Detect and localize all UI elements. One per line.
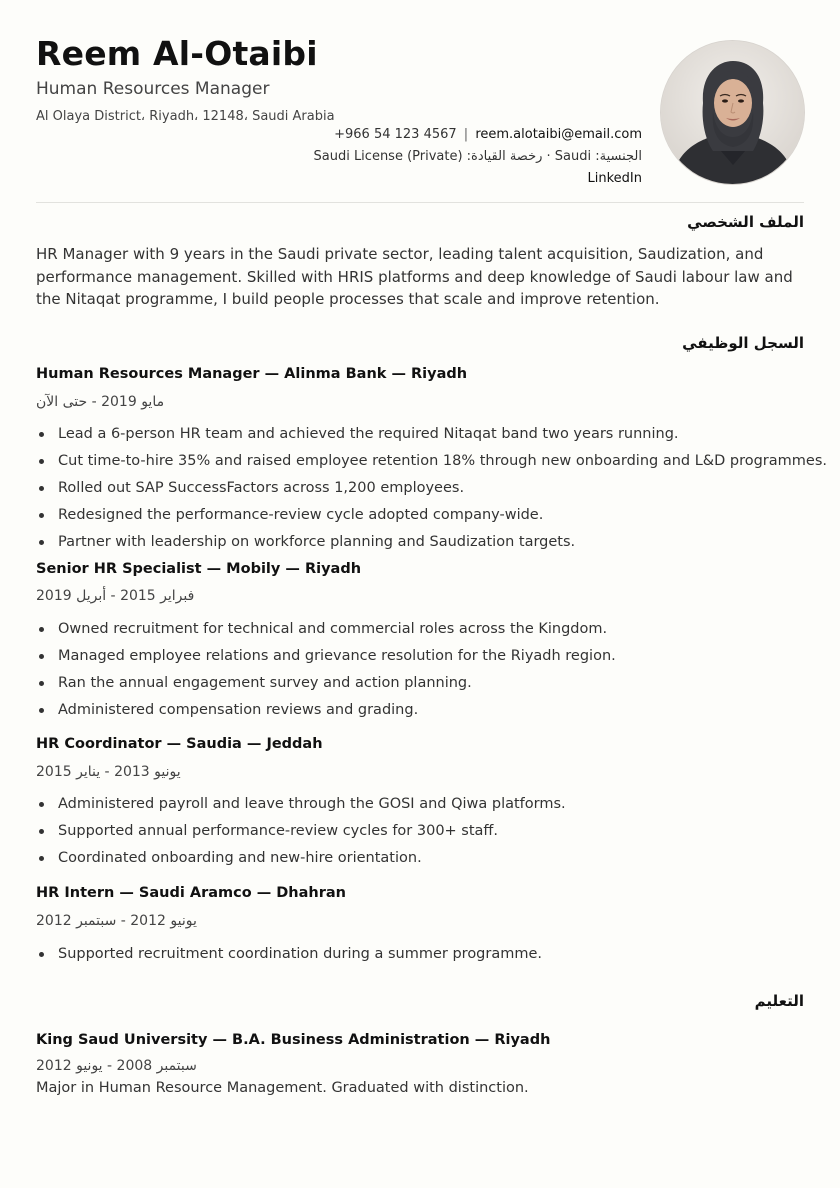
job-bullets <box>36 619 616 727</box>
job-title-heading: Human Resources Manager <box>36 79 270 99</box>
address: Al Olaya District، Riyadh، 12148، Saudi Arabia <box>36 109 335 124</box>
list-item: Coordinated onboarding and new-hire orientation. <box>36 848 566 875</box>
profile-photo-image <box>661 41 804 184</box>
education-title: King Saud University — B.A. Business Administration — Riyadh <box>36 1032 551 1048</box>
job-title: HR Intern — Saudi Aramco — Dhahran <box>36 885 346 901</box>
job-title: Human Resources Manager — Alinma Bank — Riyadh <box>36 366 468 382</box>
job-bullets <box>36 794 566 875</box>
list-item: Supported recruitment coordination during a summer programme. <box>36 944 542 971</box>
list-item: Partner with leadership on workforce planning and Saudization targets. <box>36 532 827 559</box>
list-item: Administered compensation reviews and grading. <box>36 700 616 727</box>
job-dates: فبراير 2015 - أبريل 2019 <box>36 588 195 604</box>
list-item: Supported annual performance-review cycles for 300+ staff. <box>36 821 566 848</box>
contact-line <box>334 127 642 142</box>
profile-section-heading: الملف الشخصي <box>687 213 804 231</box>
candidate-name: Reem Al-Otaibi <box>36 34 318 73</box>
linkedin-link[interactable]: LinkedIn <box>587 171 642 186</box>
job-title: HR Coordinator — Saudia — Jeddah <box>36 736 323 752</box>
job-dates: يونيو 2013 - يناير 2015 <box>36 764 181 780</box>
list-item: Managed employee relations and grievance resolution for the Riyadh region. <box>36 646 616 673</box>
linkedin-link-row <box>588 171 642 186</box>
list-item: Rolled out SAP SuccessFactors across 1,200 employees. <box>36 478 827 505</box>
list-item: Lead a 6-person HR team and achieved the required Nitaqat band two years running. <box>36 424 827 451</box>
job-title: Senior HR Specialist — Mobily — Riyadh <box>36 561 362 577</box>
profile-photo <box>660 40 805 185</box>
phone-number: +966 54 123 4567 <box>334 127 457 142</box>
job-dates: مايو 2019 - حتى الآن <box>36 394 165 410</box>
profile-summary: HR Manager with 9 years in the Saudi private sector, leading talent acquisition, Saudization, and performance management. Skilled with HRIS platforms and deep knowledge of Saudi labour law and the Nitaqat programme, I build people processes that scale and improve retention. <box>36 245 793 308</box>
list-item: Redesigned the performance-review cycle adopted company-wide. <box>36 505 827 532</box>
education-heading: التعليم <box>754 992 804 1010</box>
list-item: Cut time-to-hire 35% and raised employee retention 18% through new onboarding and L&D programmes. <box>36 451 827 478</box>
education-note: Major in Human Resource Management. Graduated with distinction. <box>36 1080 529 1096</box>
contact-separator: | <box>463 127 469 142</box>
job-dates: يونيو 2012 - سبتمبر 2012 <box>36 913 197 929</box>
education-dates: سبتمبر 2008 - يونيو 2012 <box>36 1058 197 1074</box>
list-item: Owned recruitment for technical and commercial roles across the Kingdom. <box>36 619 616 646</box>
list-item: Ran the annual engagement survey and action planning. <box>36 673 616 700</box>
list-item: Administered payroll and leave through the GOSI and Qiwa platforms. <box>36 794 566 821</box>
job-bullets <box>36 944 542 971</box>
work-history-heading: السجل الوظيفي <box>682 334 804 352</box>
header-divider <box>36 202 804 203</box>
personal-details: الجنسية: Saudi · رخصة القيادة: Saudi License (Private) <box>313 149 642 164</box>
job-bullets <box>36 424 827 559</box>
email-link[interactable]: reem.alotaibi@email.com <box>475 127 642 142</box>
